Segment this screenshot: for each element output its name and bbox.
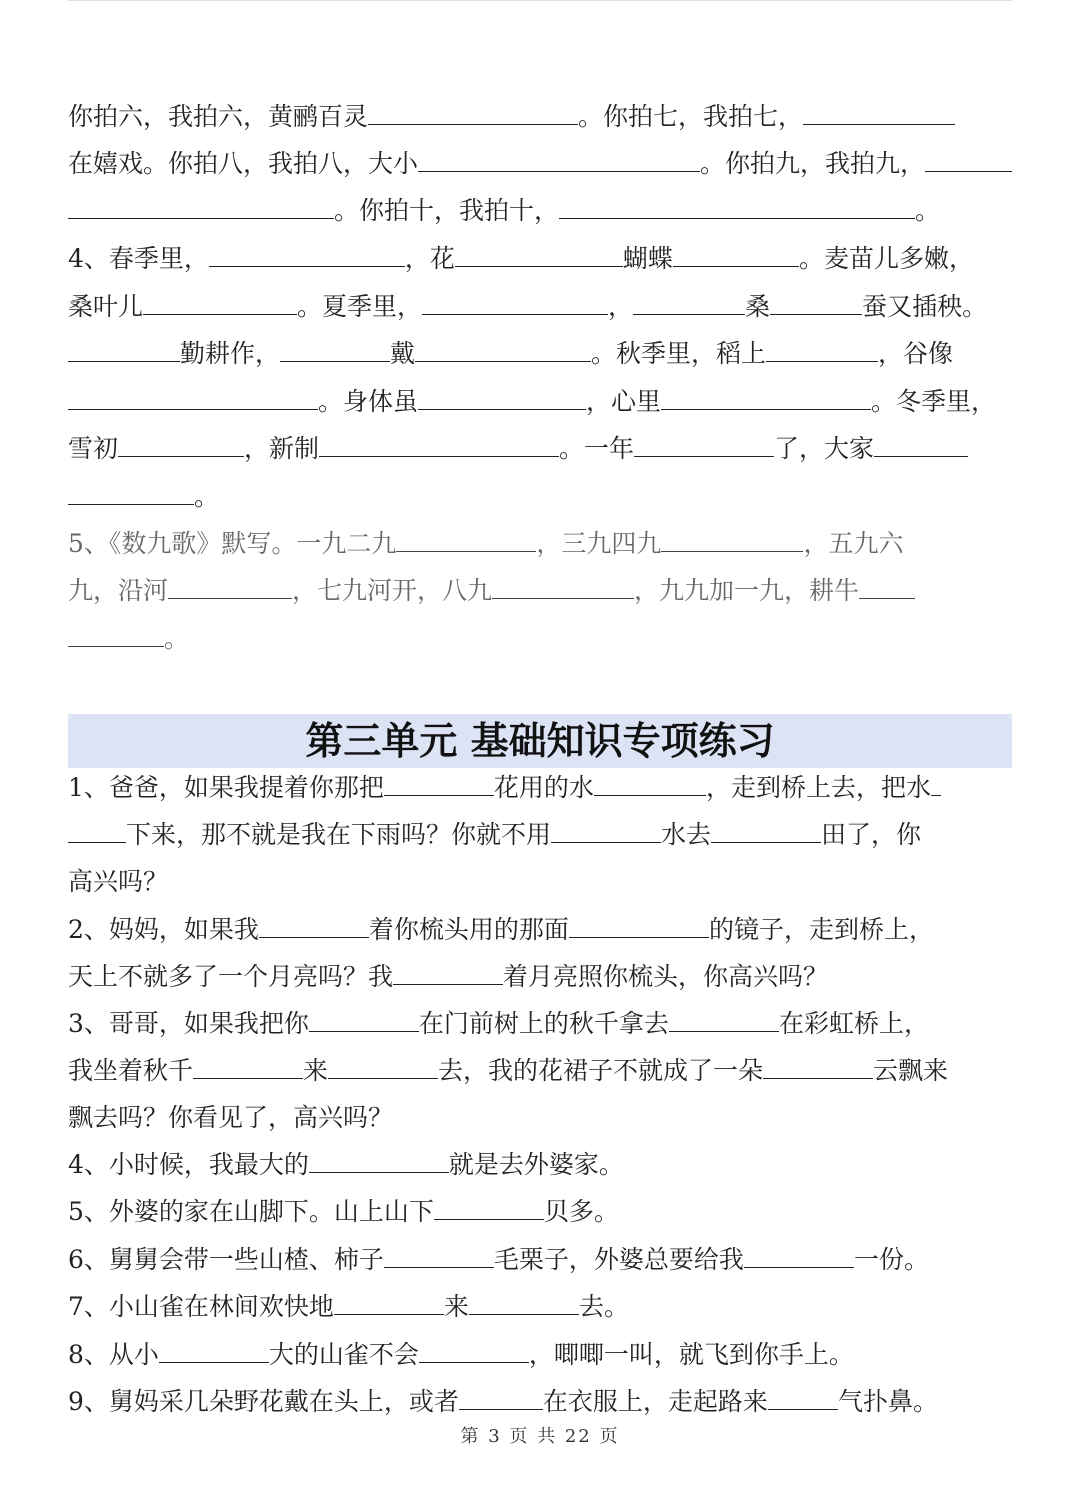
line-text: 4、小时候，我最大的 <box>68 1150 309 1179</box>
exercise-line <box>68 812 1012 858</box>
answer-blank[interactable] <box>766 339 878 362</box>
answer-blank[interactable] <box>763 1056 873 1079</box>
answer-blank[interactable] <box>803 102 955 125</box>
line-text: 。麦苗儿多嫩， <box>798 244 974 273</box>
line-text: 去，我的花裙子不就成了一朵 <box>438 1056 764 1085</box>
exercise-line <box>68 1189 1012 1235</box>
line-text: 气扑鼻。 <box>837 1387 938 1416</box>
line-text: ，走到桥上去，把水 <box>705 773 931 802</box>
exercise-line <box>68 284 1012 330</box>
answer-blank[interactable] <box>551 820 661 843</box>
line-text: 雪初 <box>68 434 119 463</box>
line-text: 。你拍十，我拍十， <box>334 196 560 225</box>
line-text: ，九九加一九，耕牛 <box>634 576 860 605</box>
line-text: 你拍六，我拍六，黄鹂百灵 <box>68 102 369 131</box>
answer-blank[interactable] <box>419 1340 529 1363</box>
section-title: 第三单元 基础知识专项练习 <box>68 714 1012 768</box>
answer-blank[interactable] <box>168 576 292 599</box>
line-text: 9、舅妈采几朵野花戴在头上，或者 <box>68 1387 459 1416</box>
line-text: 3、哥哥，如果我把你 <box>68 1009 309 1038</box>
answer-blank[interactable] <box>68 624 164 647</box>
answer-blank[interactable] <box>328 1056 438 1079</box>
line-text: 下来，那不就是我在下雨吗？你就不用 <box>126 820 552 849</box>
exercise-line <box>68 236 1012 282</box>
answer-blank[interactable] <box>143 292 297 315</box>
answer-blank[interactable] <box>418 387 586 410</box>
line-text: 田了，你 <box>821 820 922 849</box>
answer-blank[interactable] <box>931 773 941 796</box>
answer-blank[interactable] <box>259 915 369 938</box>
line-text: ，新制 <box>244 434 320 463</box>
line-text: 在彩虹桥上， <box>778 1009 929 1038</box>
exercise-line <box>68 1001 1012 1047</box>
answer-blank[interactable] <box>711 820 821 843</box>
line-text: 水去 <box>661 820 712 849</box>
exercise-line <box>68 568 1012 614</box>
line-text: 7、小山雀在林间欢快地 <box>68 1292 334 1321</box>
exercise-line <box>68 1095 1012 1141</box>
answer-blank[interactable] <box>594 773 706 796</box>
answer-blank[interactable] <box>68 387 318 410</box>
answer-blank[interactable] <box>68 196 334 219</box>
exercise-line <box>68 1142 1012 1188</box>
line-text: 8、从小 <box>68 1340 159 1369</box>
answer-blank[interactable] <box>68 482 194 505</box>
line-text: 来 <box>303 1056 329 1085</box>
answer-blank[interactable] <box>634 434 774 457</box>
line-text: 着你梳头用的那面 <box>368 915 569 944</box>
line-text: 一份。 <box>853 1245 929 1274</box>
line-text: 着月亮照你梳头，你高兴吗？ <box>503 962 829 991</box>
answer-blank[interactable] <box>661 387 871 410</box>
line-text: ，花 <box>404 244 455 273</box>
exercise-line <box>68 188 1012 234</box>
answer-blank[interactable] <box>309 1150 449 1173</box>
answer-blank[interactable] <box>874 434 968 457</box>
line-text: 。夏季里， <box>297 292 423 321</box>
answer-blank[interactable] <box>334 1292 444 1315</box>
answer-blank[interactable] <box>492 576 634 599</box>
line-text: 。一年 <box>559 434 635 463</box>
line-text: 大的山雀不会 <box>268 1340 419 1369</box>
line-text: ，谷像 <box>878 339 954 368</box>
exercise-line <box>68 474 1012 520</box>
line-text: 高兴吗？ <box>68 867 169 896</box>
line-text: 蚕又插秧。 <box>862 292 988 321</box>
answer-blank[interactable] <box>393 962 503 985</box>
answer-blank[interactable] <box>559 196 915 219</box>
line-text: 。冬季里， <box>871 387 997 416</box>
answer-blank[interactable] <box>159 1340 269 1363</box>
line-text: 去。 <box>578 1292 629 1321</box>
answer-blank[interactable] <box>384 1245 494 1268</box>
line-text: 。 <box>915 196 941 225</box>
exercise-line <box>68 907 1012 953</box>
exercise-line <box>68 521 1012 567</box>
exercise-line <box>68 94 1012 140</box>
answer-blank[interactable] <box>455 244 623 267</box>
answer-blank[interactable] <box>744 1245 854 1268</box>
line-text: 4、春季里， <box>68 244 209 273</box>
line-text: 戴 <box>390 339 416 368</box>
exercise-line <box>68 1284 1012 1330</box>
answer-blank[interactable] <box>859 576 915 599</box>
line-text: 。 <box>164 624 190 653</box>
answer-blank[interactable] <box>669 1009 779 1032</box>
answer-blank[interactable] <box>68 820 126 843</box>
line-text: ，唧唧一叫，就飞到你手上。 <box>528 1340 854 1369</box>
answer-blank[interactable] <box>459 1387 543 1410</box>
line-text: 天上不就多了一个月亮吗？我 <box>68 962 394 991</box>
answer-blank[interactable] <box>768 1387 838 1410</box>
line-text: 来 <box>443 1292 469 1321</box>
answer-blank[interactable] <box>469 1292 579 1315</box>
line-text: 勤耕作， <box>180 339 281 368</box>
line-text: 就是去外婆家。 <box>448 1150 624 1179</box>
answer-blank[interactable] <box>925 149 1012 172</box>
exercise-line <box>68 954 1012 1000</box>
exercise-line <box>68 331 1012 377</box>
line-text: 。你拍九，我拍九， <box>700 149 926 178</box>
line-text: 。 <box>194 482 220 511</box>
page-footer: 第 3 页 共 22 页 <box>460 1426 620 1447</box>
line-text: 九，沿河 <box>68 576 169 605</box>
line-text: 。秋季里，稻上 <box>591 339 767 368</box>
answer-blank[interactable] <box>422 292 608 315</box>
answer-blank[interactable] <box>384 773 494 796</box>
line-text: 。身体虽 <box>318 387 419 416</box>
line-text: 5、《数九歌》默写。一九二九 <box>68 529 397 558</box>
answer-blank[interactable] <box>368 102 578 125</box>
line-text: 蝴蝶 <box>622 244 673 273</box>
line-text: 了，大家 <box>774 434 875 463</box>
line-text: ，三九四九 <box>536 529 662 558</box>
answer-blank[interactable] <box>309 1009 419 1032</box>
answer-blank[interactable] <box>633 292 745 315</box>
answer-blank[interactable] <box>209 244 405 267</box>
exercise-line <box>68 1379 1012 1425</box>
line-text: ，五九六 <box>803 529 904 558</box>
line-text: ， <box>608 292 634 321</box>
line-text: 6、舅舅会带一些山楂、柿子 <box>68 1245 384 1274</box>
line-text: 贝多。 <box>543 1197 619 1226</box>
line-text: ，心里 <box>586 387 662 416</box>
line-text: 在嬉戏。你拍八，我拍八，大小 <box>68 149 419 178</box>
answer-blank[interactable] <box>319 434 559 457</box>
line-text: 花用的水 <box>493 773 594 802</box>
exercise-line <box>68 1237 1012 1283</box>
answer-blank[interactable] <box>434 1197 544 1220</box>
line-text: ，七九河开，八九 <box>292 576 493 605</box>
line-text: 在门前树上的秋千拿去 <box>418 1009 669 1038</box>
line-text: 毛栗子，外婆总要给我 <box>493 1245 744 1274</box>
top-divider <box>68 0 1012 1</box>
line-text: 桑 <box>745 292 771 321</box>
answer-blank[interactable] <box>280 339 390 362</box>
answer-blank[interactable] <box>118 434 244 457</box>
exercise-line <box>68 859 1012 905</box>
answer-blank[interactable] <box>68 339 180 362</box>
line-text: 我坐着秋千 <box>68 1056 194 1085</box>
exercise-line <box>68 616 1012 662</box>
answer-blank[interactable] <box>418 149 700 172</box>
exercise-line <box>68 765 1012 811</box>
line-text: 飘去吗？你看见了，高兴吗？ <box>68 1103 394 1132</box>
answer-blank[interactable] <box>673 244 799 267</box>
exercise-line <box>68 141 1012 187</box>
answer-blank[interactable] <box>770 292 862 315</box>
exercise-line <box>68 1048 1012 1094</box>
exercise-line <box>68 1332 1012 1378</box>
answer-blank[interactable] <box>661 529 803 552</box>
line-text: 云飘来 <box>873 1056 949 1085</box>
answer-blank[interactable] <box>193 1056 303 1079</box>
line-text: 2、妈妈，如果我 <box>68 915 259 944</box>
exercise-line <box>68 379 1012 425</box>
line-text: 。你拍七，我拍七， <box>578 102 804 131</box>
answer-blank[interactable] <box>569 915 709 938</box>
answer-blank[interactable] <box>415 339 591 362</box>
line-text: 5、外婆的家在山脚下。山上山下 <box>68 1197 434 1226</box>
line-text: 桑叶儿 <box>68 292 144 321</box>
line-text: 在衣服上，走起路来 <box>542 1387 768 1416</box>
answer-blank[interactable] <box>396 529 536 552</box>
line-text: 1、爸爸，如果我提着你那把 <box>68 773 384 802</box>
exercise-line <box>68 426 1012 472</box>
line-text: 的镜子，走到桥上， <box>708 915 934 944</box>
